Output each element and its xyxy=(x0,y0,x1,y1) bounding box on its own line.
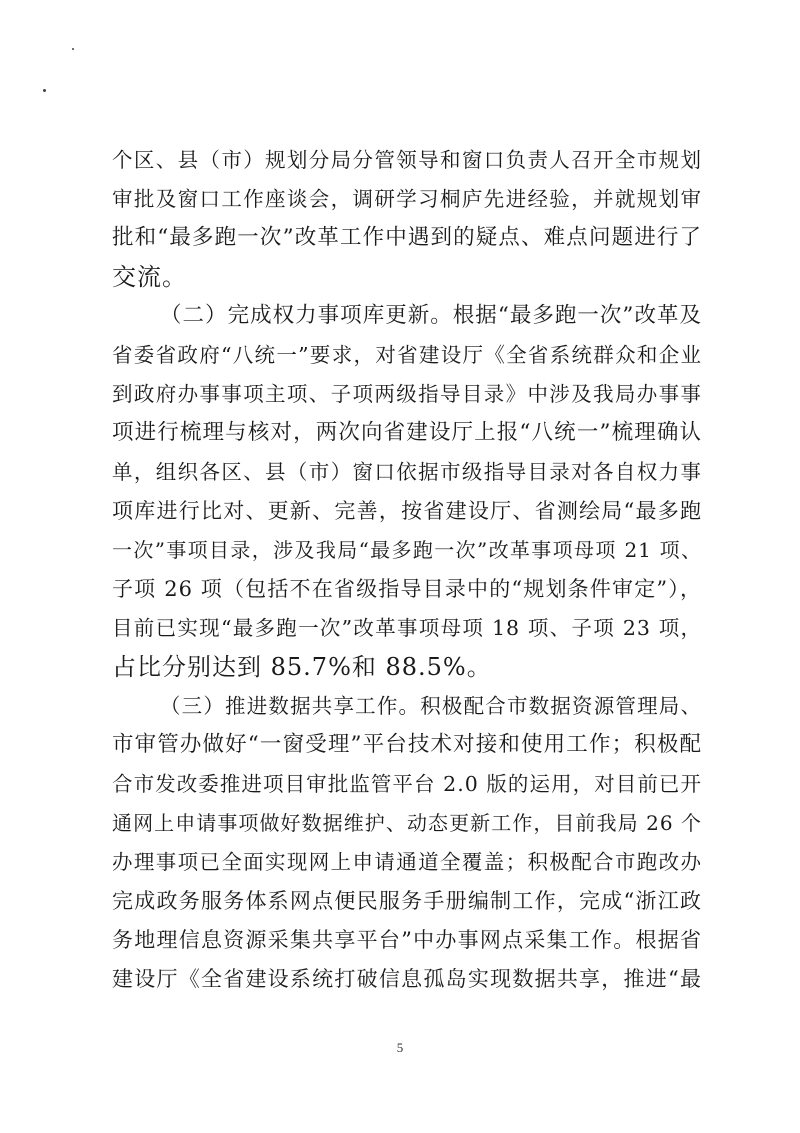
scan-speck xyxy=(43,89,46,92)
scan-speck xyxy=(72,48,74,50)
page-number: 5 xyxy=(396,1040,404,1055)
text-line: 占比分别达到 85.7%和 88.5%。 xyxy=(112,653,492,681)
text-line: 合市发改委推进项目审批监管平台 2.0 版的运用，对目前已开 xyxy=(112,772,702,796)
text-line: 一次”事项目录，涉及我局“最多跑一次”改革事项母项 21 项、 xyxy=(112,538,702,562)
text-line: 完成政务服务体系网点便民服务手册编制工作，完成“浙江政 xyxy=(112,889,702,913)
text-line: 办理事项已全面实现网上申请通道全覆盖；积极配合市跑改办 xyxy=(112,850,702,874)
text-line: 省委省政府“八统一”要求，对省建设厅《全省系统群众和企业 xyxy=(112,343,702,367)
text-line: 单，组织各区、县（市）窗口依据市级指导目录对各自权力事 xyxy=(112,460,702,484)
text-line: 审批及窗口工作座谈会，调研学习桐庐先进经验，并就规划审 xyxy=(112,187,702,211)
text-line: 个区、县（市）规划分局分管领导和窗口负责人召开全市规划 xyxy=(112,148,702,172)
text-line: 批和“最多跑一次”改革工作中遇到的疑点、难点问题进行了 xyxy=(112,225,702,250)
text-line: 到政府办事事项主项、子项两级指导目录》中涉及我局办事事 xyxy=(112,382,702,406)
text-line: 市审管办做好“一窗受理”平台技术对接和使用工作；积极配 xyxy=(112,732,702,757)
paragraph-heading-line: （二）完成权力事项库更新。根据“最多跑一次”改革及 xyxy=(160,303,702,328)
text-line: 交流。 xyxy=(112,263,187,291)
text-line: 目前已实现“最多跑一次”改革事项母项 18 项、子项 23 项， xyxy=(112,616,702,640)
text-line: 子项 26 项（包括不在省级指导目录中的“规划条件审定”）， xyxy=(112,577,702,601)
text-line: 项进行梳理与核对，两次向省建设厅上报“八统一”梳理确认 xyxy=(112,420,702,445)
text-line: 通网上申请事项做好数据维护、动态更新工作，目前我局 26 个 xyxy=(112,811,702,835)
text-line: 务地理信息资源采集共享平台”中办事网点采集工作。根据省 xyxy=(112,928,702,952)
text-line: 项库进行比对、更新、完善，按省建设厅、省测绘局“最多跑 xyxy=(112,499,702,523)
text-line: 建设厅《全省建设系统打破信息孤岛实现数据共享，推进“最 xyxy=(112,967,702,991)
paragraph-heading-line: （三）推进数据共享工作。积极配合市数据资源管理局、 xyxy=(160,694,702,718)
